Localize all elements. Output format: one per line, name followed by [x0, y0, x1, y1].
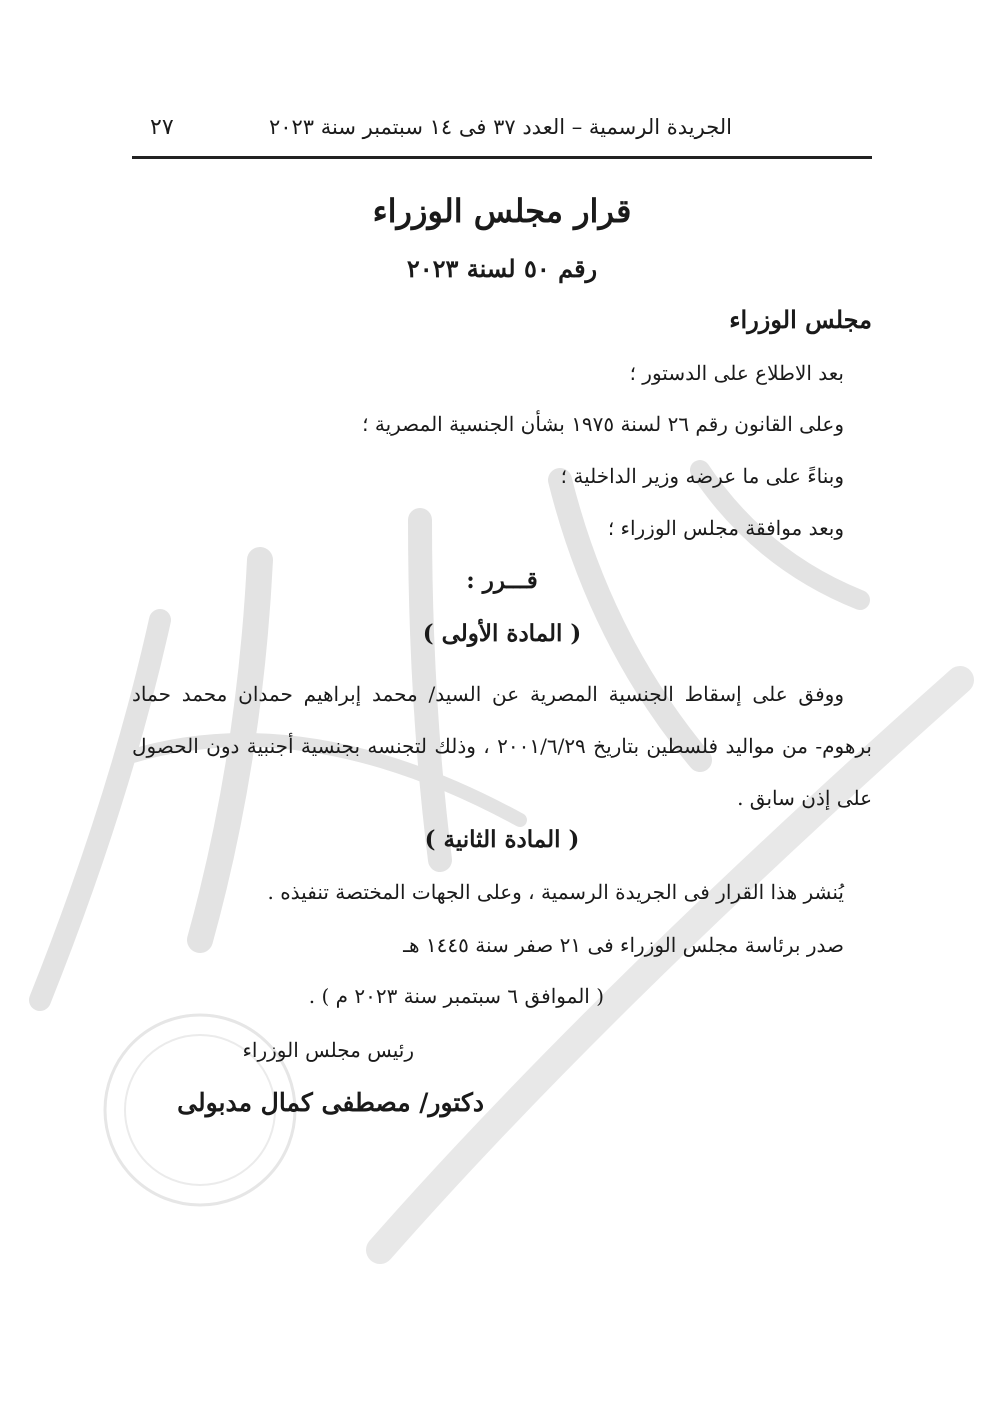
signatory-name: دكتور/ مصطفى كمال مدبولى: [177, 1088, 484, 1117]
article-one-text: ووفق على إسقاط الجنسية المصرية عن السيد/ محمد إبراهيم حمدان محمد حماد برهوم- من مواليد فلسطين بتاريخ ٢٠٠١/٦/٢٩ ، وذلك لتجنسه بجنسية أجنبية دون الحصول على إذن سابق .: [132, 682, 872, 810]
issuer-heading: مجلس الوزراء: [729, 305, 872, 334]
article-one-heading: ( المادة الأولى ): [422, 620, 582, 647]
preamble-line: وبناءً على ما عرضه وزير الداخلية ؛: [560, 464, 844, 488]
gazette-header-title: الجريدة الرسمية – العدد ٣٧ فى ١٤ سبتمبر سنة ٢٠٢٣: [268, 115, 732, 139]
preamble-line: بعد الاطلاع على الدستور ؛: [629, 361, 844, 385]
decree-title: قرار مجلس الوزراء: [372, 192, 632, 230]
article-two-heading: ( المادة الثانية ): [424, 826, 580, 853]
preamble-line: وبعد موافقة مجلس الوزراء ؛: [607, 516, 844, 540]
corresponding-date: ( الموافق ٦ سبتمبر سنة ٢٠٢٣ م ) .: [308, 984, 604, 1008]
issued-date: صدر برئاسة مجلس الوزراء فى ٢١ صفر سنة ١٤٤٥ هـ: [403, 933, 844, 957]
header-divider: [132, 156, 872, 159]
article-two-text: يُنشر هذا القرار فى الجريدة الرسمية ، وعلى الجهات المختصة تنفيذه .: [267, 880, 844, 904]
signatory-title: رئيس مجلس الوزراء: [242, 1038, 414, 1062]
page-number: ٢٧: [150, 115, 174, 140]
preamble-line: وعلى القانون رقم ٢٦ لسنة ١٩٧٥ بشأن الجنسية المصرية ؛: [362, 412, 844, 436]
decree-number: رقم ٥٠ لسنة ٢٠٢٣: [406, 254, 598, 283]
decided-label: قـــرر :: [466, 567, 538, 594]
